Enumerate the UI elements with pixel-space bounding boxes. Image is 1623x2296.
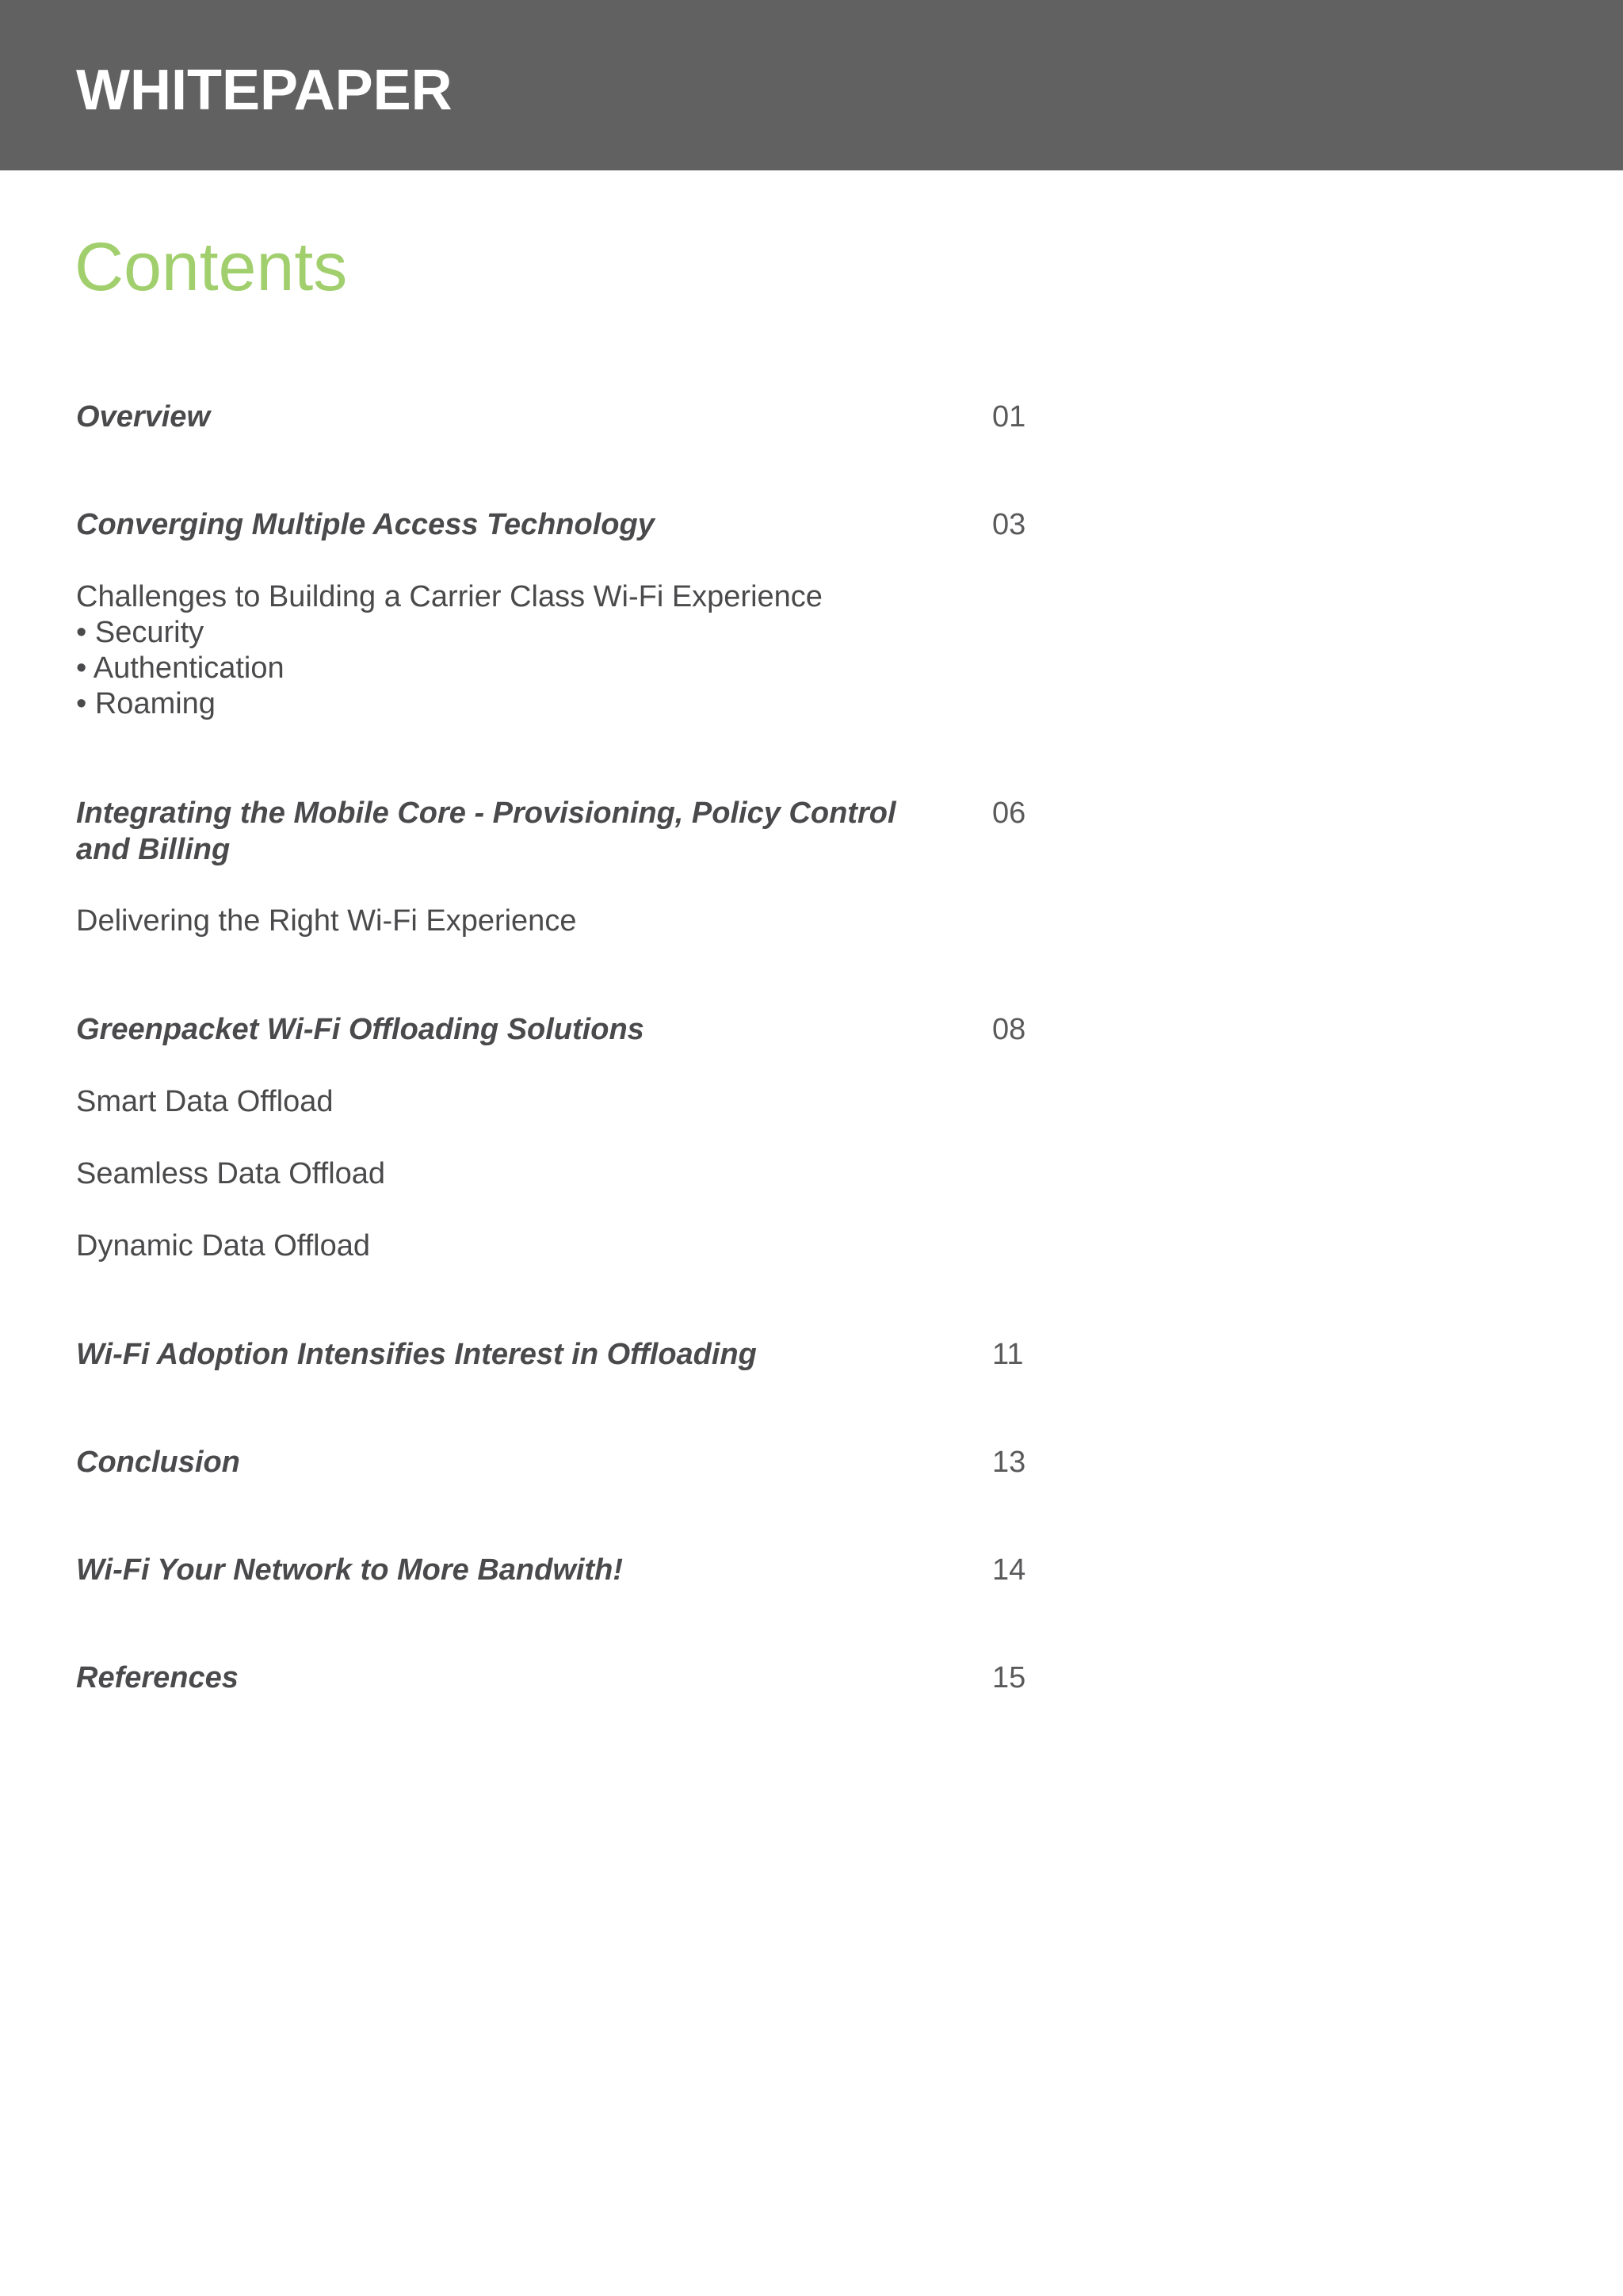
contents-heading: Contents: [74, 229, 348, 305]
toc-page-wifi-network: 14: [992, 1553, 1026, 1587]
toc-subitem-security[interactable]: • Security: [76, 616, 204, 649]
toc-page-wifi-adoption: 11: [992, 1338, 1024, 1371]
toc-subitem-seamless-offload[interactable]: Seamless Data Offload: [76, 1157, 386, 1190]
toc-entry-overview[interactable]: Overview: [76, 400, 210, 434]
toc-subitem-dynamic-offload[interactable]: Dynamic Data Offload: [76, 1229, 371, 1263]
toc-subitem-challenges[interactable]: Challenges to Building a Carrier Class Wi-Fi Experience: [76, 580, 823, 613]
toc-subitem-authentication[interactable]: • Authentication: [76, 651, 285, 685]
toc-subitem-roaming[interactable]: • Roaming: [76, 687, 216, 720]
toc-subitem-smart-offload[interactable]: Smart Data Offload: [76, 1085, 334, 1118]
toc-entry-references[interactable]: References: [76, 1661, 239, 1694]
toc-entry-wifi-network[interactable]: Wi-Fi Your Network to More Bandwith!: [76, 1553, 623, 1587]
header-title: WHITEPAPER: [76, 59, 453, 122]
toc-page-converging: 03: [992, 508, 1026, 541]
toc-entry-wifi-adoption[interactable]: Wi-Fi Adoption Intensifies Interest in Offloading: [76, 1338, 757, 1371]
toc-page-references: 15: [992, 1661, 1026, 1694]
toc-page-overview: 01: [992, 400, 1026, 434]
toc-entry-mobile-core[interactable]: Integrating the Mobile Core - Provisioning, Policy Control and Billing: [76, 797, 896, 866]
toc-page-greenpacket: 08: [992, 1013, 1026, 1046]
toc-entry-greenpacket[interactable]: Greenpacket Wi-Fi Offloading Solutions: [76, 1013, 644, 1046]
header-band: [0, 0, 1623, 170]
toc-entry-conclusion[interactable]: Conclusion: [76, 1446, 240, 1479]
toc-page-mobile-core: 06: [992, 797, 1026, 830]
toc-page-conclusion: 13: [992, 1446, 1026, 1479]
toc-entry-converging[interactable]: Converging Multiple Access Technology: [76, 508, 655, 541]
toc-subitem-right-experience[interactable]: Delivering the Right Wi-Fi Experience: [76, 904, 577, 938]
